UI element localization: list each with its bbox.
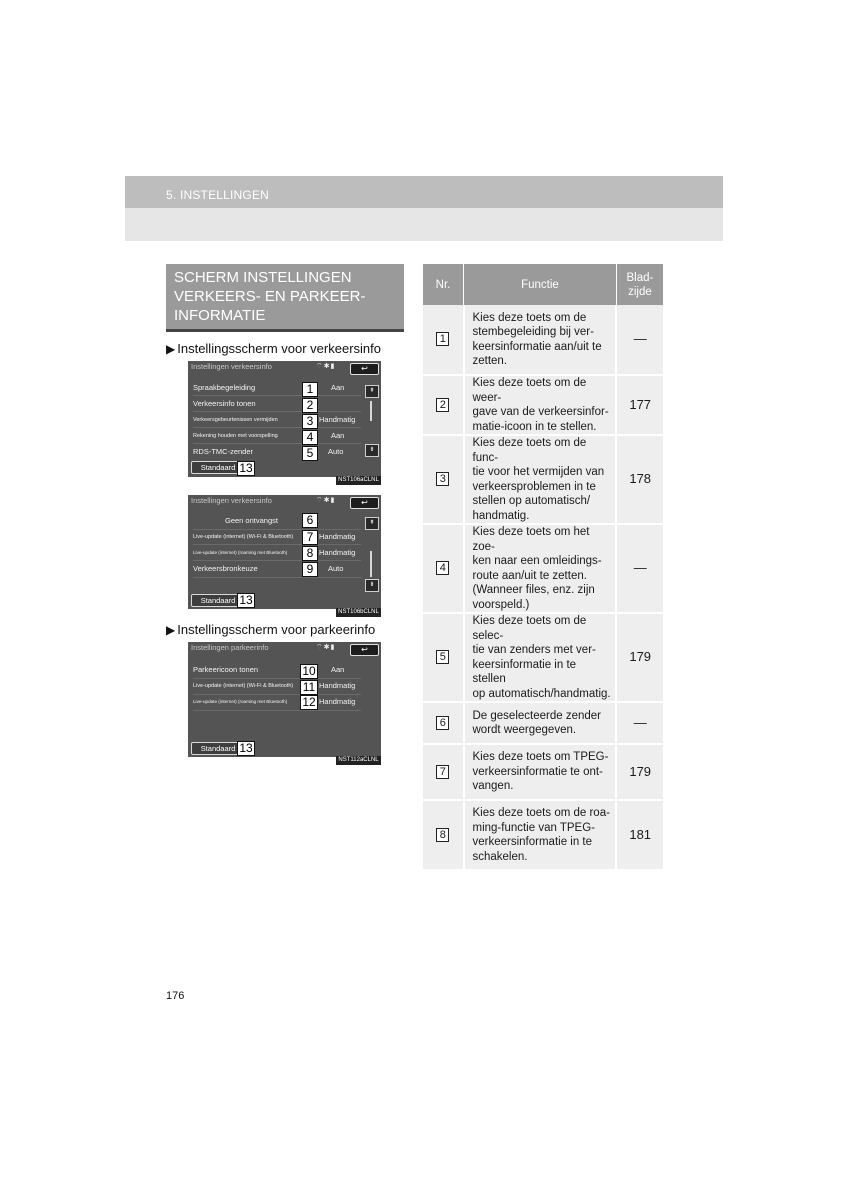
setting-value: Handmatig [319, 681, 356, 690]
setting-label[interactable]: Rekening houden met voorspelling [193, 433, 278, 439]
setting-value: Handmatig [319, 415, 356, 424]
table-row [423, 702, 663, 744]
header-functie: Functie [464, 264, 617, 305]
callout-number: 5 [302, 446, 318, 461]
callout-number: 13 [237, 461, 255, 476]
function-cell [464, 435, 617, 524]
row-number-cell [423, 524, 464, 613]
page-ref-cell: — [616, 305, 663, 375]
station-status: Geen ontvangst [225, 516, 278, 525]
screen-title: Instellingen verkeersinfo [191, 496, 272, 505]
function-text-line: Kies deze toets om TPEG- [472, 751, 609, 764]
screen-title: Instellingen verkeersinfo [191, 362, 272, 371]
function-text-line: handmatig. [472, 509, 530, 522]
callout-number: 6 [302, 513, 318, 528]
header-subband [125, 208, 723, 241]
setting-label[interactable]: Parkeericoon tonen [193, 665, 259, 674]
function-text-line: Kies deze toets om het zoe- [472, 526, 590, 553]
callout-number: 1 [302, 382, 318, 397]
setting-value: Aan [331, 383, 345, 392]
callout-number: 2 [302, 398, 318, 413]
setting-label[interactable]: Live-update (internet) (Wi-Fi & Bluetooth) [193, 534, 294, 540]
table-row [423, 305, 663, 375]
scrollbar[interactable] [370, 401, 372, 421]
function-text-line: schakelen. [472, 850, 528, 863]
callout-number: 11 [300, 680, 318, 695]
function-text-line: voorspeld.) [472, 598, 530, 611]
setting-value: Auto [328, 447, 344, 456]
function-text-line: verkeersproblemen in te [472, 480, 596, 493]
divider [193, 529, 361, 530]
function-text-line: keersinformatie in te stellen [472, 658, 577, 685]
page-ref-cell: 181 [616, 800, 663, 870]
function-text-line: ken naar een omleidings- [472, 555, 602, 567]
header-bladzijde-line: Blad- [626, 271, 654, 284]
function-cell [464, 305, 617, 375]
callout-number: 4 [302, 430, 318, 445]
function-text-line: Kies deze toets om de roa- [472, 807, 610, 819]
divider [193, 443, 361, 444]
row-number: 7 [436, 765, 449, 779]
function-text-line: zetten. [472, 355, 508, 367]
page-ref-cell: 177 [616, 375, 663, 435]
setting-label[interactable]: Live-update (internet) (roaming met Bluetooth) [193, 699, 288, 704]
table-row [423, 524, 663, 613]
divider [193, 694, 361, 695]
function-text-line: stembegeleiding bij ver- [472, 326, 594, 338]
parking-settings-screen [188, 642, 381, 757]
divider [193, 560, 361, 561]
row-number-cell [423, 305, 464, 375]
function-text-line: tie van zenders met ver- [472, 644, 596, 656]
setting-label[interactable]: Live-update (internet) (roaming met Bluetooth) [193, 550, 288, 555]
back-button[interactable]: ↩ [350, 363, 379, 375]
scroll-up-button[interactable]: ⇞ [365, 517, 379, 530]
row-number-cell [423, 375, 464, 435]
traffic-settings-screen-2 [188, 495, 381, 609]
function-text-line: verkeersinformatie in te [472, 836, 593, 848]
row-number-cell [423, 613, 464, 702]
setting-label[interactable]: Verkeersbronkeuze [193, 564, 258, 573]
page-number: 176 [166, 990, 185, 1002]
table-row [423, 435, 663, 524]
subheading-text: Instellingsscherm voor verkeersinfo [177, 341, 381, 356]
function-table [423, 264, 663, 871]
function-cell [464, 375, 617, 435]
figure-code: NST112aCLNL [336, 756, 381, 765]
status-icons: ⌔✱▮ [316, 363, 336, 370]
status-icons: ⌔✱▮ [316, 644, 336, 651]
function-text-line: Kies deze toets om de [472, 311, 587, 324]
traffic-settings-screen-1 [188, 361, 381, 477]
function-text-line: verkeersinformatie te ont- [472, 765, 603, 778]
function-cell [464, 702, 617, 744]
status-icons: ⌔✱▮ [316, 497, 336, 504]
page-title-line: INFORMATIE [174, 307, 266, 324]
section-label: 5. INSTELLINGEN [166, 188, 270, 202]
function-cell [464, 524, 617, 613]
setting-value: Auto [328, 564, 344, 573]
table-row [423, 613, 663, 702]
page-ref-cell: — [616, 702, 663, 744]
function-text-line: route aan/uit te zetten. [472, 569, 587, 582]
callout-number: 9 [302, 562, 318, 577]
divider [193, 395, 361, 396]
divider [193, 710, 361, 711]
function-text-line: wordt weergegeven. [472, 724, 577, 736]
triangle-bullet-icon: ▶ [166, 342, 176, 356]
callout-number: 13 [237, 593, 255, 608]
standard-button[interactable]: Standaard [191, 742, 245, 755]
table-row [423, 375, 663, 435]
table-row [423, 744, 663, 800]
page-title [166, 264, 404, 332]
function-text-line: tie voor het vermijden van [472, 466, 605, 478]
subheading-parking [166, 622, 375, 637]
row-number-cell [423, 435, 464, 524]
standard-button[interactable]: Standaard [191, 594, 245, 607]
page-ref-cell: — [616, 524, 663, 613]
function-text-line: op automatisch/handmatig. [472, 687, 611, 700]
row-number: 2 [436, 398, 449, 412]
setting-label[interactable]: Verkeersgebeurtenissen vermijden [193, 417, 278, 423]
setting-value: Aan [331, 665, 345, 674]
page-title-line: VERKEERS- EN PARKEER- [174, 288, 366, 305]
row-number: 8 [436, 828, 449, 842]
callout-number: 12 [300, 695, 318, 710]
row-number-cell [423, 744, 464, 800]
setting-label[interactable]: Live-update (internet) (Wi-Fi & Bluetooth) [193, 683, 294, 689]
setting-label[interactable]: Spraakbegeleiding [193, 383, 256, 392]
screen-title: Instellingen parkeerinfo [191, 643, 269, 652]
function-text-line: Kies deze toets om de func- [472, 437, 587, 464]
header-bladzijde [616, 264, 663, 305]
divider [193, 427, 361, 428]
figure-code: NST106bCLNL [336, 608, 381, 617]
setting-value: Handmatig [319, 697, 356, 706]
row-number: 6 [436, 716, 449, 730]
divider [193, 577, 361, 578]
callout-number: 13 [237, 741, 255, 756]
function-text-line: vangen. [472, 780, 514, 793]
callout-number: 8 [302, 546, 318, 561]
function-cell [464, 613, 617, 702]
callout-number: 7 [302, 530, 318, 545]
page-title-line: SCHERM INSTELLINGEN [174, 269, 352, 286]
row-number-cell [423, 800, 464, 870]
back-button[interactable]: ↩ [350, 497, 379, 509]
setting-value: Handmatig [319, 532, 356, 541]
row-number-cell [423, 702, 464, 744]
callout-number: 3 [302, 414, 318, 429]
table-row [423, 800, 663, 870]
figure-code: NST106aCLNL [336, 476, 381, 485]
page-ref-cell: 179 [616, 744, 663, 800]
function-text-line: De geselecteerde zender [472, 709, 601, 722]
function-cell [464, 800, 617, 870]
divider [193, 678, 361, 679]
standard-button[interactable]: Standaard [191, 461, 245, 474]
scroll-down-button[interactable]: ⇟ [365, 444, 379, 457]
scroll-up-button[interactable]: ⇞ [365, 385, 379, 398]
subheading-traffic [166, 341, 381, 356]
divider [193, 544, 361, 545]
header-bladzijde-line: zijde [628, 285, 652, 298]
function-text-line: (Wanneer files, enz. zijn [472, 584, 595, 596]
row-number: 4 [436, 561, 449, 575]
header-nr: Nr. [423, 264, 464, 305]
subheading-text: Instellingsscherm voor parkeerinfo [177, 622, 376, 637]
scrollbar[interactable] [370, 551, 372, 577]
page-ref-cell: 178 [616, 435, 663, 524]
triangle-bullet-icon: ▶ [166, 623, 176, 637]
divider [193, 411, 361, 412]
row-number: 3 [436, 472, 449, 486]
setting-label[interactable]: RDS-TMC-zender [193, 447, 254, 456]
callout-number: 10 [300, 664, 318, 679]
row-number: 1 [436, 332, 449, 346]
row-number: 5 [436, 650, 449, 664]
setting-value: Handmatig [319, 548, 356, 557]
scroll-down-button[interactable]: ⇟ [365, 579, 379, 592]
function-text-line: matie-icoon in te stellen. [472, 420, 597, 433]
setting-value: Aan [331, 431, 345, 440]
function-text-line: Kies deze toets om de selec- [472, 615, 587, 642]
function-cell [464, 744, 617, 800]
function-text-line: Kies deze toets om de weer- [472, 377, 587, 404]
setting-label[interactable]: Verkeersinfo tonen [193, 399, 256, 408]
function-text-line: stellen op automatisch/ [472, 495, 591, 507]
function-text-line: ming-functie van TPEG- [472, 821, 596, 834]
function-text-line: gave van de verkeersinfor- [472, 406, 609, 418]
function-text-line: keersinformatie aan/uit te [472, 340, 602, 353]
page-ref-cell: 179 [616, 613, 663, 702]
table-header-row [423, 264, 663, 305]
back-button[interactable]: ↩ [350, 644, 379, 656]
